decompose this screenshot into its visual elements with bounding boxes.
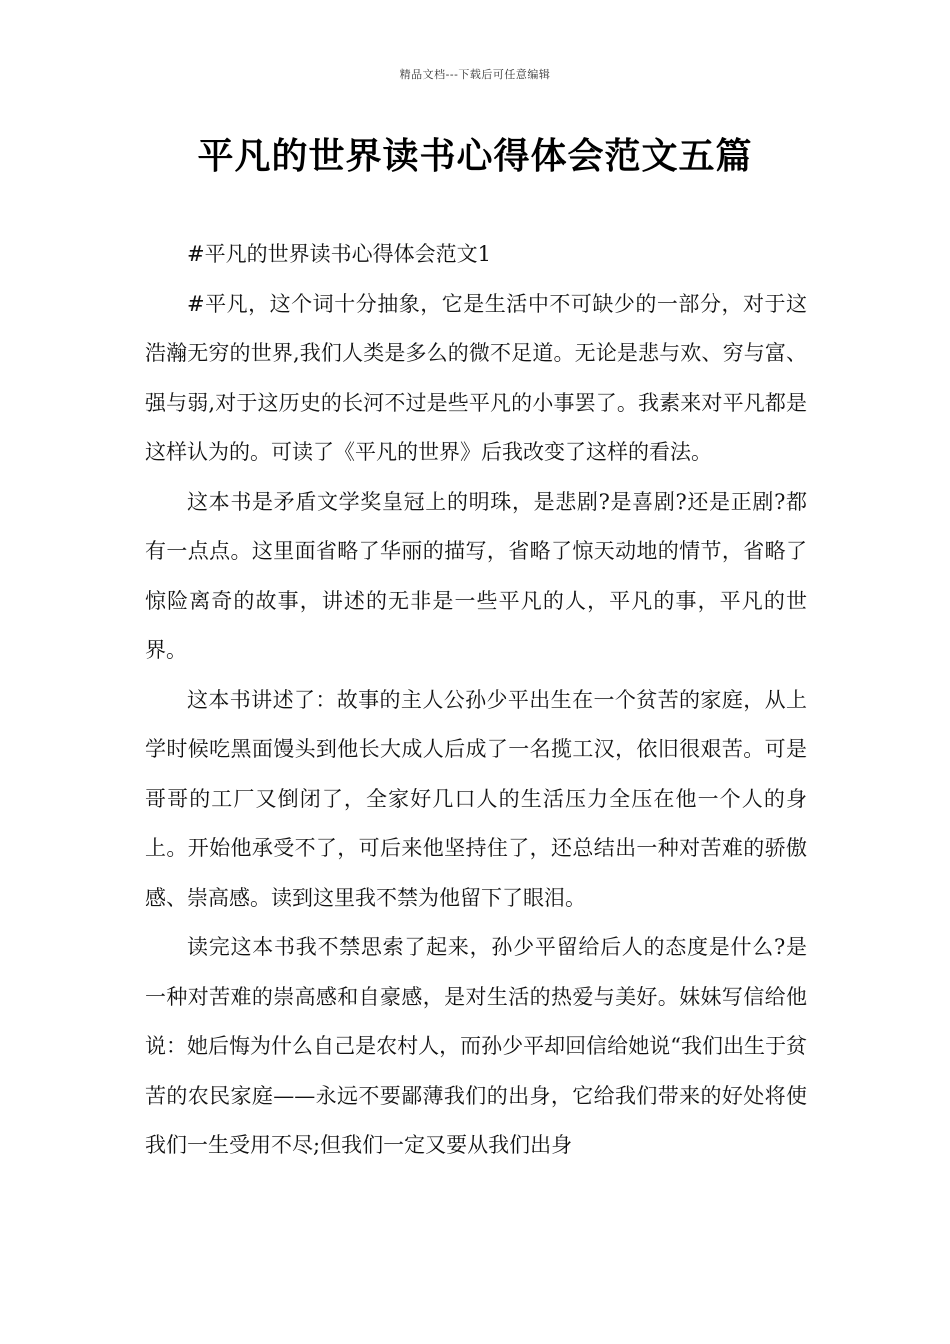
header-note: 精品文档---下载后可任意编辑 bbox=[399, 68, 551, 81]
document-title: 平凡的世界读书心得体会范文五篇 bbox=[197, 136, 753, 177]
paragraph: 这本书是矛盾文学奖皇冠上的明珠，是悲剧?是喜剧?还是正剧?都有一点点。这里面省略了华丽的描写，省略了惊天动地的情节，省略了惊险离奇的故事，讲述的无非是一些平凡的人，平凡的事，平凡的世界。 bbox=[145, 489, 807, 662]
paragraph: #平凡，这个词十分抽象，它是生活中不可缺少的一部分，对于这浩瀚无穷的世界,我们人类是多么的微不足道。无论是悲与欢、穷与富、强与弱,对于这历史的长河不过是些平凡的小事罢了。我素来对平凡都是这样认为的。可读了《平凡的世界》后我改变了这样的看法。 bbox=[145, 291, 807, 464]
paragraph-section-heading: #平凡的世界读书心得体会范文1 bbox=[187, 242, 491, 266]
document-body bbox=[145, 230, 807, 1171]
paragraph: 这本书讲述了：故事的主人公孙少平出生在一个贫苦的家庭，从上学时候吃黑面馒头到他长大成人后成了一名揽工汉，依旧很艰苦。可是哥哥的工厂又倒闭了，全家好几口人的生活压力全压在他一个人的身上。开始他承受不了，可后来他坚持住了，还总结出一种对苦难的骄傲感、崇高感。读到这里我不禁为他留下了眼泪。 bbox=[145, 687, 807, 910]
paragraph: 读完这本书我不禁思索了起来，孙少平留给后人的态度是什么?是一种对苦难的崇高感和自豪感，是对生活的热爱与美好。妹妹写信给他说：她后悔为什么自己是农村人，而孙少平却回信给她说“我们出生于贫苦的农民家庭——永远不要鄙薄我们的出身，它给我们带来的好处将使我们一生受用不尽;但我们一定又要从我们出身 bbox=[145, 935, 807, 1157]
